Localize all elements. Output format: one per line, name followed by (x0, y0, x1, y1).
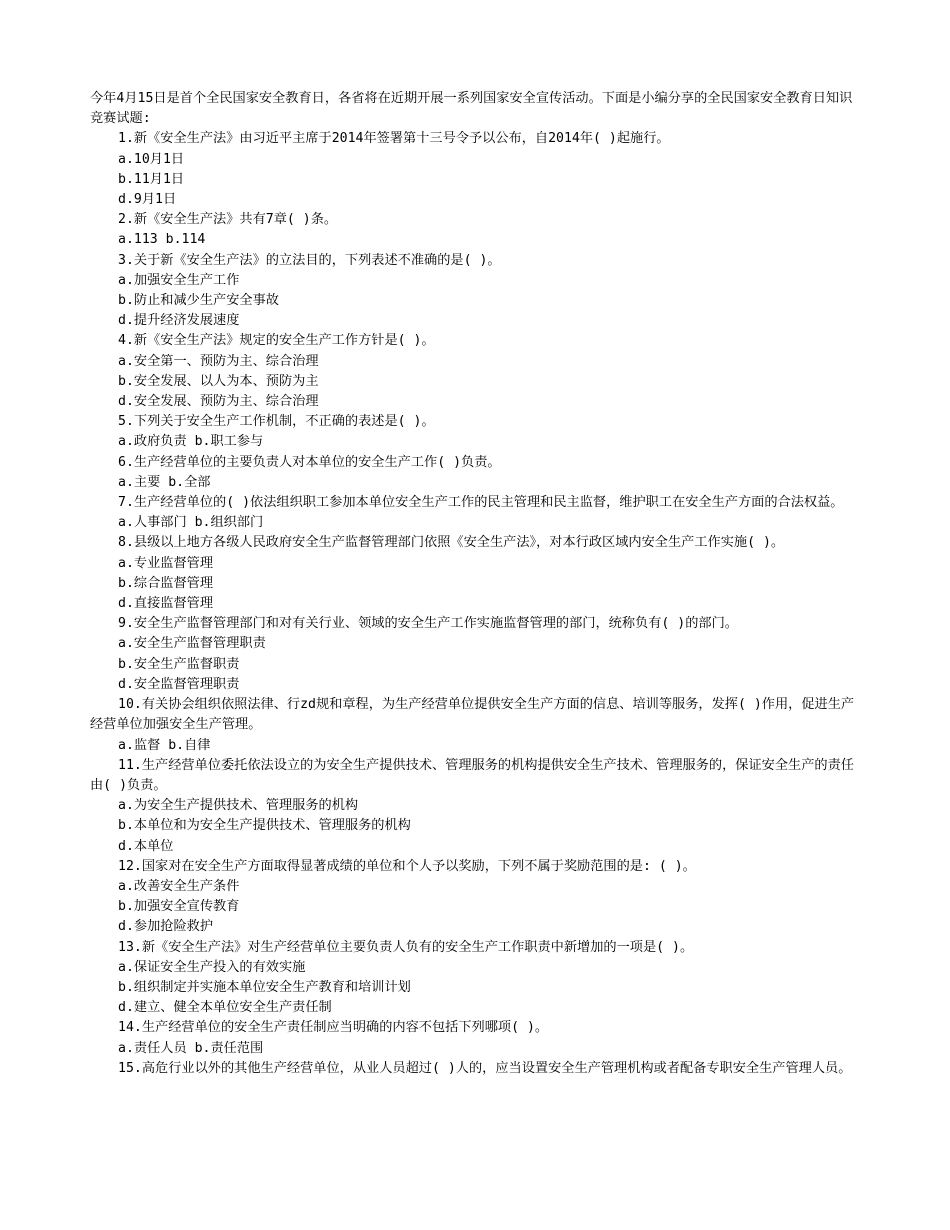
question-text: 12.国家对在安全生产方面取得显著成绩的单位和个人予以奖励，下列不属于奖励范围的是: ( )。 (118, 858, 696, 874)
question-text: 9.安全生产监督管理部门和对有关行业、领域的安全生产工作实施监督管理的部门，统称负有( )的部门。 (118, 616, 738, 632)
answer-option: b.防止和减少生产安全事故 (118, 293, 279, 309)
answer-option: a.政府负责 b.职工参与 (118, 434, 264, 450)
question-block (90, 493, 862, 533)
answer-option: a.人事部门 b.组织部门 (118, 515, 264, 531)
answer-option: a.安全第一、预防为主、综合治理 (118, 353, 319, 369)
answer-option: b.安全发展、以人为本、预防为主 (118, 373, 319, 389)
question-block (90, 412, 862, 452)
question-text: 11.生产经营单位委托依法设立的为安全生产提供技术、管理服务的机构提供安全生产技术、管理服务的，保证安全生产的责任由( )负责。 (90, 757, 854, 793)
question-text: 6.生产经营单位的主要负责人对本单位的安全生产工作( )负责。 (118, 454, 501, 470)
question-block (90, 695, 862, 756)
question-text: 14.生产经营单位的安全生产责任制应当明确的内容不包括下列哪项( )。 (118, 1020, 549, 1036)
question-text: 15.高危行业以外的其他生产经营单位，从业人员超过( )人的，应当设置安全生产管理机构或者配备专职安全生产管理人员。 (118, 1060, 852, 1076)
answer-option: a.专业监督管理 (118, 555, 214, 571)
question-text: 8.县级以上地方各级人民政府安全生产监督管理部门依照《安全生产法》，对本行政区域内安全生产工作实施( )。 (118, 535, 785, 551)
answer-option: a.主要 b.全部 (118, 474, 211, 490)
answer-option: d.参加抢险救护 (118, 919, 214, 935)
answer-option: a.责任人员 b.责任范围 (118, 1040, 264, 1056)
question-block (90, 453, 862, 493)
answer-option: b.本单位和为安全生产提供技术、管理服务的机构 (118, 818, 411, 834)
answer-option: a.保证安全生产投入的有效实施 (118, 959, 306, 975)
answer-option: d.9月1日 (118, 192, 177, 208)
question-block (90, 210, 862, 250)
question-text: 10.有关协会组织依照法律、行zd规和章程，为生产经营单位提供安全生产方面的信息、培训等服务，发挥( )作用，促进生产经营单位加强安全生产管理。 (90, 697, 855, 733)
question-block (90, 251, 862, 332)
question-block (90, 756, 862, 857)
answer-option: d.本单位 (118, 838, 174, 854)
question-block (90, 1018, 862, 1058)
answer-option: b.安全生产监督职责 (118, 656, 240, 672)
answer-option: d.安全发展、预防为主、综合治理 (118, 394, 319, 410)
answer-option: a.安全生产监督管理职责 (118, 636, 266, 652)
question-block (90, 533, 862, 614)
document-body (90, 89, 862, 1079)
answer-option: d.安全监督管理职责 (118, 676, 240, 692)
question-text: 13.新《安全生产法》对生产经营单位主要负责人负有的安全生产工作职责中新增加的一项是( )。 (118, 939, 694, 955)
question-block (90, 129, 862, 210)
answer-option: a.监督 b.自律 (118, 737, 211, 753)
answer-option: a.为安全生产提供技术、管理服务的机构 (118, 798, 359, 814)
answer-option: b.11月1日 (118, 171, 185, 187)
answer-option: d.直接监督管理 (118, 596, 214, 612)
question-block (90, 614, 862, 695)
question-text: 4.新《安全生产法》规定的安全生产工作方针是( )。 (118, 333, 435, 349)
answer-option: a.113 b.114 (118, 232, 206, 248)
question-text: 7.生产经营单位的( )依法组织职工参加本单位安全生产工作的民主管理和民主监督，维护职工在安全生产方面的合法权益。 (118, 495, 844, 511)
answer-option: b.组织制定并实施本单位安全生产教育和培训计划 (118, 979, 411, 995)
question-block (90, 938, 862, 1019)
answer-option: a.加强安全生产工作 (118, 272, 240, 288)
question-text: 5.下列关于安全生产工作机制，不正确的表述是( )。 (118, 414, 435, 430)
answer-option: b.综合监督管理 (118, 575, 214, 591)
answer-option: d.提升经济发展速度 (118, 313, 240, 329)
answer-option: a.10月1日 (118, 151, 185, 167)
question-block (90, 857, 862, 938)
question-text: 3.关于新《安全生产法》的立法目的，下列表述不准确的是( )。 (118, 252, 501, 268)
question-text: 2.新《安全生产法》共有7章( )条。 (118, 212, 338, 228)
question-block (90, 1059, 862, 1079)
question-block (90, 331, 862, 412)
answer-option: d.建立、健全本单位安全生产责任制 (118, 1000, 332, 1016)
intro-paragraph: 今年4月15日是首个全民国家安全教育日，各省将在近期开展一系列国家安全宣传活动。下面是小编分享的全民国家安全教育日知识竞赛试题: (90, 91, 853, 127)
question-text: 1.新《安全生产法》由习近平主席于2014年签署第十三号令予以公布，自2014年( )起施行。 (118, 131, 670, 147)
answer-option: a.改善安全生产条件 (118, 878, 240, 894)
answer-option: b.加强安全宣传教育 (118, 899, 240, 915)
